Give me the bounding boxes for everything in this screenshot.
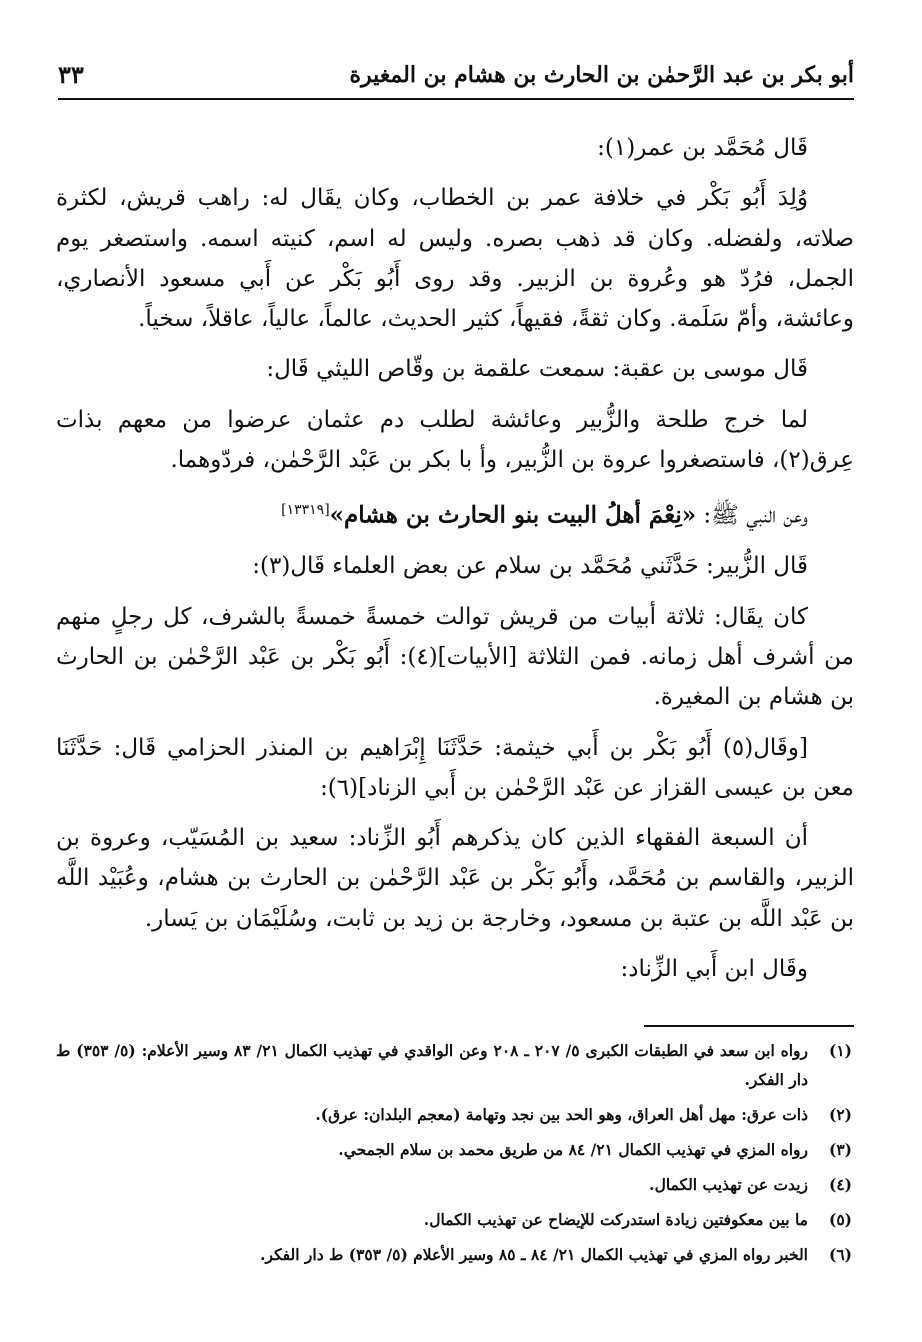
footnote-item (56, 1036, 852, 1094)
footnotes (56, 1036, 852, 1275)
hadith-lead: وعن النبي ﷺ: (696, 503, 808, 530)
paragraph-narrator-intro: قَال مُحَمَّد بن عمر(١): (597, 135, 808, 161)
footnote-number: (٢) (828, 1105, 852, 1124)
running-title: أبو بكر بن عبد الرَّحمٰن بن الحارث بن هشام بن المغيرة (349, 62, 854, 88)
footnote-number: (٦) (828, 1245, 852, 1264)
footnote-item (56, 1240, 852, 1269)
page-number: ٣٣ (58, 60, 84, 89)
paragraph-musa-intro: قَال موسى بن عقبة: سمعت علقمة بن وقّاص الليثي قَال: (266, 356, 808, 383)
footnote-number: (١) (828, 1041, 852, 1060)
footnote-text: رواه المزي في تهذيب الكمال ٢١/ ٨٤ من طريق محمد بن سلام الجمحي. (338, 1140, 808, 1159)
paragraph-three-houses: كان يقَال: ثلاثة أبيات من قريش توالت خمسةً خمسةً بالشرف، كل رجلٍ منهم من أشرف أهل زمانه. فمن الثلاثة [الأبيات](٤): أَبُو بَكْر بن عَبْد الرَّحْمٰن بن الحارث بن هشام بن المغيرة. (56, 603, 854, 711)
main-text (56, 128, 854, 999)
paragraph-abu-zinad-intro: وقَال ابن أَبي الزِّناد: (620, 956, 808, 982)
footnote-text: زيدت عن تهذيب الكمال. (649, 1175, 808, 1194)
hadith-text: «نِعْمَ أهلُ البيت بنو الحارث بن هشام» (329, 502, 697, 530)
footnote-number: (٤) (828, 1175, 852, 1194)
footnote-text: ذات عرق: مهل أهل العراق، وهو الحد بين نجد وتهامة (معجم البلدان: عرق). (315, 1105, 808, 1124)
footnote-divider (644, 1025, 854, 1027)
paragraph-jamal-story: لما خرج طلحة والزُّبير وعائشة لطلب دم عثمان عرضوا من معهم بذات عِرق(٢)، فاستصغروا عروة بن الزُّبير، وأ با بكر بن عَبْد الرَّحْمٰن، فردّوهما. (56, 406, 854, 474)
footnote-text: ما بين معكوفتين زيادة استدركت للإيضاح عن تهذيب الكمال. (423, 1210, 808, 1229)
footnote-item (56, 1170, 852, 1199)
page-header (58, 54, 854, 100)
paragraph-hadith (56, 490, 854, 536)
footnote-item (56, 1100, 852, 1129)
footnote-number: (٥) (828, 1210, 852, 1229)
paragraph-biography: وُلِدَ أَبُو بَكْر في خلافة عمر بن الخطاب، وكان يقَال له: راهب قريش، لكثرة صلاته، ولفضله. وكان قد ذهب بصره. وليس له اسم، كنيته اسمه. واستصغر يوم الجمل، فرُدّ هو وعُروة بن الزبير. وقد روى أَبُو بَكْر عن أَبي مسعود الأنصاري، وعائشة، وأمّ سَلَمة. وكان ثقةً، فقيهاً، كثير الحديث، عالماً، عالياً، عاقلاً، سخياً. (56, 185, 854, 333)
paragraph-isnad: [وقَال(٥) أَبُو بَكْر بن أَبي خيثمة: حَدَّثَنَا إِبْرَاهيم بن المنذر الحزامي قَال: حَدَّثَنَا معن بن عيسى القزاز عن عَبْد الرَّحْمٰن بن أَبي الزناد](٦): (56, 734, 854, 801)
footnote-item (56, 1205, 852, 1234)
paragraph-seven-jurists: أن السبعة الفقهاء الذين كان يذكرهم أَبُو الزِّناد: سعيد بن المُسَيّب، وعروة بن الزبير، والقاسم بن مُحَمَّد، وأَبُو بَكْر بن عَبْد الرَّحْمٰن بن الحارث بن هشام، وعُبَيْد اللَّه بن عَبْد اللَّه بن عتبة بن مسعود، وخارجة بن زيد بن ثابت، وسُلَيْمَان بن يَسار. (56, 825, 854, 932)
footnote-text: رواه ابن سعد في الطبقات الكبرى ٥/ ٢٠٧ ـ ٢٠٨ وعن الواقدي في تهذيب الكمال ٢١/ ٨٣ وسير الأعلام: (٥/ ٣٥٣) ط دار الفكر. (56, 1041, 809, 1089)
footnote-text: الخبر رواه المزي في تهذيب الكمال ٢١/ ٨٤ ـ ٨٥ وسير الأعلام (٥/ ٣٥٣) ط دار الفكر. (260, 1245, 808, 1264)
footnote-number: (٣) (828, 1140, 852, 1159)
hadith-reference: [١٣٣١٩] (281, 502, 330, 519)
paragraph-zubayr-intro: قَال الزُّبير: حَدَّثَني مُحَمَّد بن سلام عن بعض العلماء قَال(٣): (252, 553, 808, 580)
footnote-item (56, 1135, 852, 1164)
